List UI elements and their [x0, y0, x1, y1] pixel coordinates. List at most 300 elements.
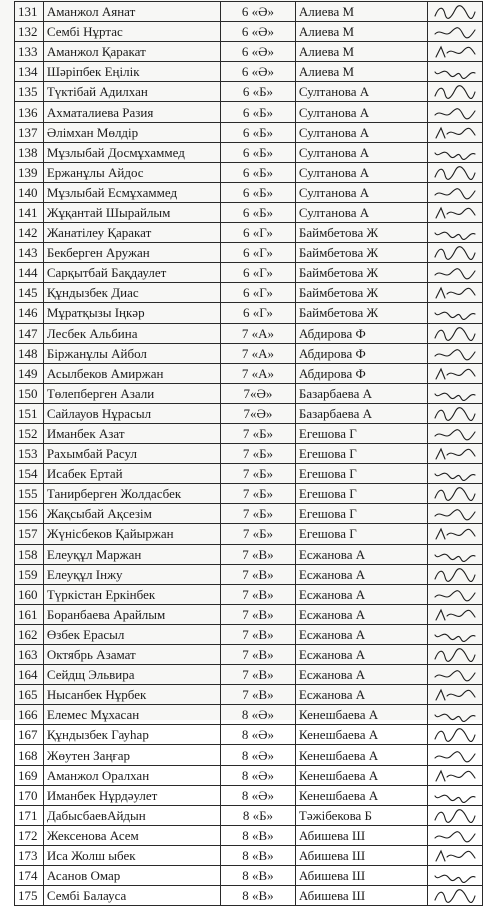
row-number: 141	[15, 202, 44, 222]
teacher-name: Базарбаева А	[295, 403, 427, 423]
row-number: 172	[15, 825, 44, 845]
handwritten-signature	[433, 808, 477, 824]
student-name: Жанатілеу Қаракат	[43, 223, 220, 243]
handwritten-signature	[433, 386, 477, 402]
student-name: Жүнісбеков Қайыржан	[43, 524, 220, 544]
handwritten-signature	[433, 225, 477, 241]
teacher-name: Есжанова А	[295, 665, 427, 685]
handwritten-signature	[433, 125, 477, 141]
teacher-name: Есжанова А	[295, 685, 427, 705]
class-label: 6 «Ә»	[220, 62, 295, 82]
teacher-name: Султанова А	[295, 162, 427, 182]
row-number: 140	[15, 182, 44, 202]
handwritten-signature	[433, 627, 477, 643]
signature-cell	[428, 243, 483, 263]
signature-cell	[428, 323, 483, 343]
student-name: Октябрь Азамат	[43, 645, 220, 665]
table-row	[15, 283, 483, 303]
table-row	[15, 62, 483, 82]
table-row	[15, 343, 483, 363]
teacher-name: Султанова А	[295, 182, 427, 202]
handwritten-signature	[433, 848, 477, 864]
signature-cell	[428, 403, 483, 423]
student-name: Елеуқұл Маржан	[43, 544, 220, 564]
row-number: 151	[15, 403, 44, 423]
table-row	[15, 363, 483, 383]
teacher-name: Егешова Г	[295, 423, 427, 443]
handwritten-signature	[433, 587, 477, 603]
student-name: Мұратқызы Іңкәр	[43, 303, 220, 323]
class-label: 8 «Ә»	[220, 705, 295, 725]
teacher-name: Абишева Ш	[295, 825, 427, 845]
teacher-name: Тәжібекова Б	[295, 805, 427, 825]
student-name: Құндызбек Диас	[43, 283, 220, 303]
teacher-name: Абишева Ш	[295, 845, 427, 865]
handwritten-signature	[433, 486, 477, 502]
student-name: Асанов Омар	[43, 866, 220, 886]
class-label: 8 «Ә»	[220, 725, 295, 745]
student-name: Түркістан Еркінбек	[43, 584, 220, 604]
class-label: 6 «Г»	[220, 243, 295, 263]
student-name: Иманбек Нұрдәулет	[43, 785, 220, 805]
class-label: 7 «Б»	[220, 423, 295, 443]
class-label: 7 «Б»	[220, 524, 295, 544]
row-number: 167	[15, 725, 44, 745]
teacher-name: Султанова А	[295, 122, 427, 142]
student-name: Асылбеков Амиржан	[43, 363, 220, 383]
row-number: 142	[15, 223, 44, 243]
class-label: 6 «Б»	[220, 122, 295, 142]
signature-cell	[428, 685, 483, 705]
table-row	[15, 122, 483, 142]
table-row	[15, 665, 483, 685]
row-number: 154	[15, 464, 44, 484]
signature-cell	[428, 2, 483, 22]
table-row	[15, 464, 483, 484]
teacher-name: Есжанова А	[295, 645, 427, 665]
handwritten-signature	[433, 828, 477, 844]
table-row	[15, 604, 483, 624]
signature-cell	[428, 785, 483, 805]
student-name: Елемес Мұхасан	[43, 705, 220, 725]
table-row	[15, 243, 483, 263]
row-number: 144	[15, 263, 44, 283]
row-number: 143	[15, 243, 44, 263]
signature-cell	[428, 62, 483, 82]
row-number: 139	[15, 162, 44, 182]
signature-cell	[428, 765, 483, 785]
signature-cell	[428, 142, 483, 162]
signature-cell	[428, 363, 483, 383]
signature-cell	[428, 524, 483, 544]
table-row	[15, 845, 483, 865]
handwritten-signature	[433, 748, 477, 764]
signature-cell	[428, 162, 483, 182]
student-name: Иса Жолш ыбек	[43, 845, 220, 865]
handwritten-signature	[433, 446, 477, 462]
signature-cell	[428, 444, 483, 464]
handwritten-signature	[433, 667, 477, 683]
handwritten-signature	[433, 607, 477, 623]
class-label: 8 «В»	[220, 845, 295, 865]
teacher-name: Базарбаева А	[295, 383, 427, 403]
signature-cell	[428, 283, 483, 303]
row-number: 173	[15, 845, 44, 865]
student-name: Боранбаева Арайлым	[43, 604, 220, 624]
teacher-name: Есжанова А	[295, 624, 427, 644]
teacher-name: Султанова А	[295, 142, 427, 162]
teacher-name: Баймбетова Ж	[295, 283, 427, 303]
teacher-name: Алиева М	[295, 22, 427, 42]
row-number: 145	[15, 283, 44, 303]
class-label: 6 «Г»	[220, 303, 295, 323]
student-name: Мұзлыбай Есмұхаммед	[43, 182, 220, 202]
class-label: 7 «А»	[220, 323, 295, 343]
student-name: Рахымбай Расул	[43, 444, 220, 464]
row-number: 148	[15, 343, 44, 363]
handwritten-signature	[433, 768, 477, 784]
student-name: Жексенова Асем	[43, 825, 220, 845]
signature-cell	[428, 886, 483, 906]
handwritten-signature	[433, 526, 477, 542]
student-name: ДабысбаевАйдын	[43, 805, 220, 825]
class-label: 7 «В»	[220, 564, 295, 584]
handwritten-signature	[433, 687, 477, 703]
signature-cell	[428, 665, 483, 685]
class-label: 7 «Б»	[220, 444, 295, 464]
handwritten-signature	[433, 727, 477, 743]
signature-cell	[428, 645, 483, 665]
signature-cell	[428, 564, 483, 584]
teacher-name: Султанова А	[295, 102, 427, 122]
handwritten-signature	[433, 647, 477, 663]
handwritten-signature	[433, 567, 477, 583]
teacher-name: Егешова Г	[295, 524, 427, 544]
row-number: 157	[15, 524, 44, 544]
table-row	[15, 645, 483, 665]
signature-cell	[428, 584, 483, 604]
student-name: Төлепберген Азали	[43, 383, 220, 403]
signature-cell	[428, 624, 483, 644]
handwritten-signature	[433, 4, 477, 20]
student-name: Түктібай Адилхан	[43, 82, 220, 102]
student-name: Әлімхан Мөлдір	[43, 122, 220, 142]
row-number: 155	[15, 484, 44, 504]
teacher-name: Абишева Ш	[295, 886, 427, 906]
student-name: Аманжол Оралхан	[43, 765, 220, 785]
student-name: Сейдщ Эльвира	[43, 665, 220, 685]
class-label: 7 «А»	[220, 343, 295, 363]
row-number: 171	[15, 805, 44, 825]
row-number: 166	[15, 705, 44, 725]
signature-cell	[428, 102, 483, 122]
table-row	[15, 745, 483, 765]
row-number: 134	[15, 62, 44, 82]
row-number: 161	[15, 604, 44, 624]
signature-cell	[428, 42, 483, 62]
student-roster-table	[14, 1, 483, 906]
handwritten-signature	[433, 165, 477, 181]
handwritten-signature	[433, 366, 477, 382]
class-label: 6 «Г»	[220, 283, 295, 303]
row-number: 149	[15, 363, 44, 383]
student-name: Танирберген Жолдасбек	[43, 484, 220, 504]
teacher-name: Егешова Г	[295, 464, 427, 484]
teacher-name: Есжанова А	[295, 604, 427, 624]
class-label: 8 «В»	[220, 866, 295, 886]
row-number: 137	[15, 122, 44, 142]
teacher-name: Егешова Г	[295, 444, 427, 464]
teacher-name: Егешова Г	[295, 484, 427, 504]
handwritten-signature	[433, 185, 477, 201]
class-label: 6 «Б»	[220, 202, 295, 222]
class-label: 6 «Ә»	[220, 22, 295, 42]
handwritten-signature	[433, 44, 477, 60]
row-number: 146	[15, 303, 44, 323]
teacher-name: Есжанова А	[295, 544, 427, 564]
teacher-name: Егешова Г	[295, 504, 427, 524]
student-name: Исабек Ертай	[43, 464, 220, 484]
handwritten-signature	[433, 265, 477, 281]
handwritten-signature	[433, 245, 477, 261]
row-number: 165	[15, 685, 44, 705]
signature-cell	[428, 22, 483, 42]
table-row	[15, 504, 483, 524]
handwritten-signature	[433, 84, 477, 100]
teacher-name: Абдирова Ф	[295, 363, 427, 383]
student-name: Бекберген Аружан	[43, 243, 220, 263]
signature-cell	[428, 705, 483, 725]
class-label: 6 «Б»	[220, 82, 295, 102]
signature-cell	[428, 464, 483, 484]
table-row	[15, 22, 483, 42]
signature-cell	[428, 82, 483, 102]
handwritten-signature	[433, 105, 477, 121]
teacher-name: Султанова А	[295, 82, 427, 102]
handwritten-signature	[433, 205, 477, 221]
handwritten-signature	[433, 506, 477, 522]
teacher-name: Абдирова Ф	[295, 323, 427, 343]
table-row	[15, 303, 483, 323]
class-label: 7 «В»	[220, 665, 295, 685]
handwritten-signature	[433, 285, 477, 301]
teacher-name: Алиева М	[295, 62, 427, 82]
class-label: 7 «В»	[220, 584, 295, 604]
row-number: 136	[15, 102, 44, 122]
row-number: 133	[15, 42, 44, 62]
table-row	[15, 142, 483, 162]
student-name: Жөутен Заңғар	[43, 745, 220, 765]
student-name: Сембі Нұртас	[43, 22, 220, 42]
class-label: 7 «В»	[220, 645, 295, 665]
row-number: 168	[15, 745, 44, 765]
row-number: 152	[15, 423, 44, 443]
signature-cell	[428, 805, 483, 825]
class-label: 7 «Б»	[220, 464, 295, 484]
teacher-name: Султанова А	[295, 202, 427, 222]
signature-cell	[428, 504, 483, 524]
class-label: 6 «Ә»	[220, 42, 295, 62]
table-row	[15, 423, 483, 443]
teacher-name: Алиева М	[295, 2, 427, 22]
row-number: 163	[15, 645, 44, 665]
row-number: 164	[15, 665, 44, 685]
class-label: 7 «В»	[220, 604, 295, 624]
student-name: Иманбек Азат	[43, 423, 220, 443]
signature-cell	[428, 122, 483, 142]
class-label: 6 «Б»	[220, 162, 295, 182]
student-name: Ержанұлы Айдос	[43, 162, 220, 182]
class-label: 7 «А»	[220, 363, 295, 383]
handwritten-signature	[433, 426, 477, 442]
table-row	[15, 886, 483, 906]
student-name: Жақсыбай Ақсезім	[43, 504, 220, 524]
handwritten-signature	[433, 326, 477, 342]
student-name: Мұзлыбай Досмұхаммед	[43, 142, 220, 162]
teacher-name: Баймбетова Ж	[295, 243, 427, 263]
class-label: 7 «В»	[220, 544, 295, 564]
class-label: 8 «В»	[220, 825, 295, 845]
class-label: 8 «В»	[220, 886, 295, 906]
table-row	[15, 785, 483, 805]
class-label: 6 «Ә»	[220, 2, 295, 22]
signature-cell	[428, 845, 483, 865]
teacher-name: Кенешбаева А	[295, 745, 427, 765]
signature-cell	[428, 825, 483, 845]
table-row	[15, 202, 483, 222]
table-row	[15, 263, 483, 283]
class-label: 6 «Б»	[220, 182, 295, 202]
student-name: Сайлауов Нұрасыл	[43, 403, 220, 423]
table-row	[15, 444, 483, 464]
row-number: 132	[15, 22, 44, 42]
row-number: 174	[15, 866, 44, 886]
class-label: 7 «В»	[220, 685, 295, 705]
signature-cell	[428, 182, 483, 202]
handwritten-signature	[433, 868, 477, 884]
class-label: 6 «Б»	[220, 102, 295, 122]
student-name: Нысанбек Нұрбек	[43, 685, 220, 705]
class-label: 7 «В»	[220, 624, 295, 644]
handwritten-signature	[433, 466, 477, 482]
student-name: Сарқытбай Бақдаулет	[43, 263, 220, 283]
table-row	[15, 544, 483, 564]
table-row	[15, 182, 483, 202]
row-number: 169	[15, 765, 44, 785]
handwritten-signature	[433, 406, 477, 422]
class-label: 7«Ә»	[220, 383, 295, 403]
student-name: Лесбек Альбина	[43, 323, 220, 343]
table-row	[15, 725, 483, 745]
handwritten-signature	[433, 305, 477, 321]
table-row	[15, 323, 483, 343]
student-name: Біржанұлы Айбол	[43, 343, 220, 363]
handwritten-signature	[433, 145, 477, 161]
roster-body	[15, 2, 483, 906]
table-row	[15, 223, 483, 243]
handwritten-signature	[433, 888, 477, 904]
teacher-name: Баймбетова Ж	[295, 223, 427, 243]
row-number: 147	[15, 323, 44, 343]
signature-cell	[428, 484, 483, 504]
teacher-name: Кенешбаева А	[295, 725, 427, 745]
table-row	[15, 564, 483, 584]
row-number: 162	[15, 624, 44, 644]
signature-cell	[428, 866, 483, 886]
teacher-name: Есжанова А	[295, 584, 427, 604]
signature-cell	[428, 423, 483, 443]
teacher-name: Кенешбаева А	[295, 785, 427, 805]
signature-cell	[428, 223, 483, 243]
table-row	[15, 2, 483, 22]
class-label: 6 «Б»	[220, 142, 295, 162]
student-name: Жұқантай Шырайлым	[43, 202, 220, 222]
student-name: Өзбек Ерасыл	[43, 624, 220, 644]
student-name: Құндызбек Гауһар	[43, 725, 220, 745]
class-label: 8 «Б»	[220, 805, 295, 825]
table-row	[15, 162, 483, 182]
row-number: 156	[15, 504, 44, 524]
class-label: 8 «Ә»	[220, 785, 295, 805]
table-row	[15, 524, 483, 544]
teacher-name: Кенешбаева А	[295, 765, 427, 785]
student-name: Елеуқұл Інжу	[43, 564, 220, 584]
class-label: 7«Ә»	[220, 403, 295, 423]
table-row	[15, 705, 483, 725]
class-label: 8 «Ә»	[220, 745, 295, 765]
student-name: Сембі Балауса	[43, 886, 220, 906]
teacher-name: Кенешбаева А	[295, 705, 427, 725]
teacher-name: Баймбетова Ж	[295, 263, 427, 283]
class-label: 8 «Ә»	[220, 765, 295, 785]
handwritten-signature	[433, 788, 477, 804]
table-row	[15, 82, 483, 102]
row-number: 159	[15, 564, 44, 584]
teacher-name: Алиева М	[295, 42, 427, 62]
signature-cell	[428, 202, 483, 222]
teacher-name: Есжанова А	[295, 564, 427, 584]
table-row	[15, 584, 483, 604]
row-number: 150	[15, 383, 44, 403]
table-row	[15, 102, 483, 122]
teacher-name: Баймбетова Ж	[295, 303, 427, 323]
student-name: Шәріпбек Еңілік	[43, 62, 220, 82]
table-row	[15, 42, 483, 62]
row-number: 131	[15, 2, 44, 22]
signature-cell	[428, 263, 483, 283]
handwritten-signature	[433, 346, 477, 362]
student-name: Аманжол Аянат	[43, 2, 220, 22]
class-label: 6 «Г»	[220, 263, 295, 283]
signature-cell	[428, 745, 483, 765]
student-name: Ахматалиева Разия	[43, 102, 220, 122]
row-number: 138	[15, 142, 44, 162]
row-number: 153	[15, 444, 44, 464]
row-number: 160	[15, 584, 44, 604]
table-row	[15, 825, 483, 845]
table-row	[15, 765, 483, 785]
handwritten-signature	[433, 24, 477, 40]
class-label: 7 «Б»	[220, 504, 295, 524]
teacher-name: Абишева Ш	[295, 866, 427, 886]
signature-cell	[428, 303, 483, 323]
table-row	[15, 383, 483, 403]
handwritten-signature	[433, 64, 477, 80]
signature-cell	[428, 725, 483, 745]
row-number: 175	[15, 886, 44, 906]
table-row	[15, 805, 483, 825]
teacher-name: Абдирова Ф	[295, 343, 427, 363]
